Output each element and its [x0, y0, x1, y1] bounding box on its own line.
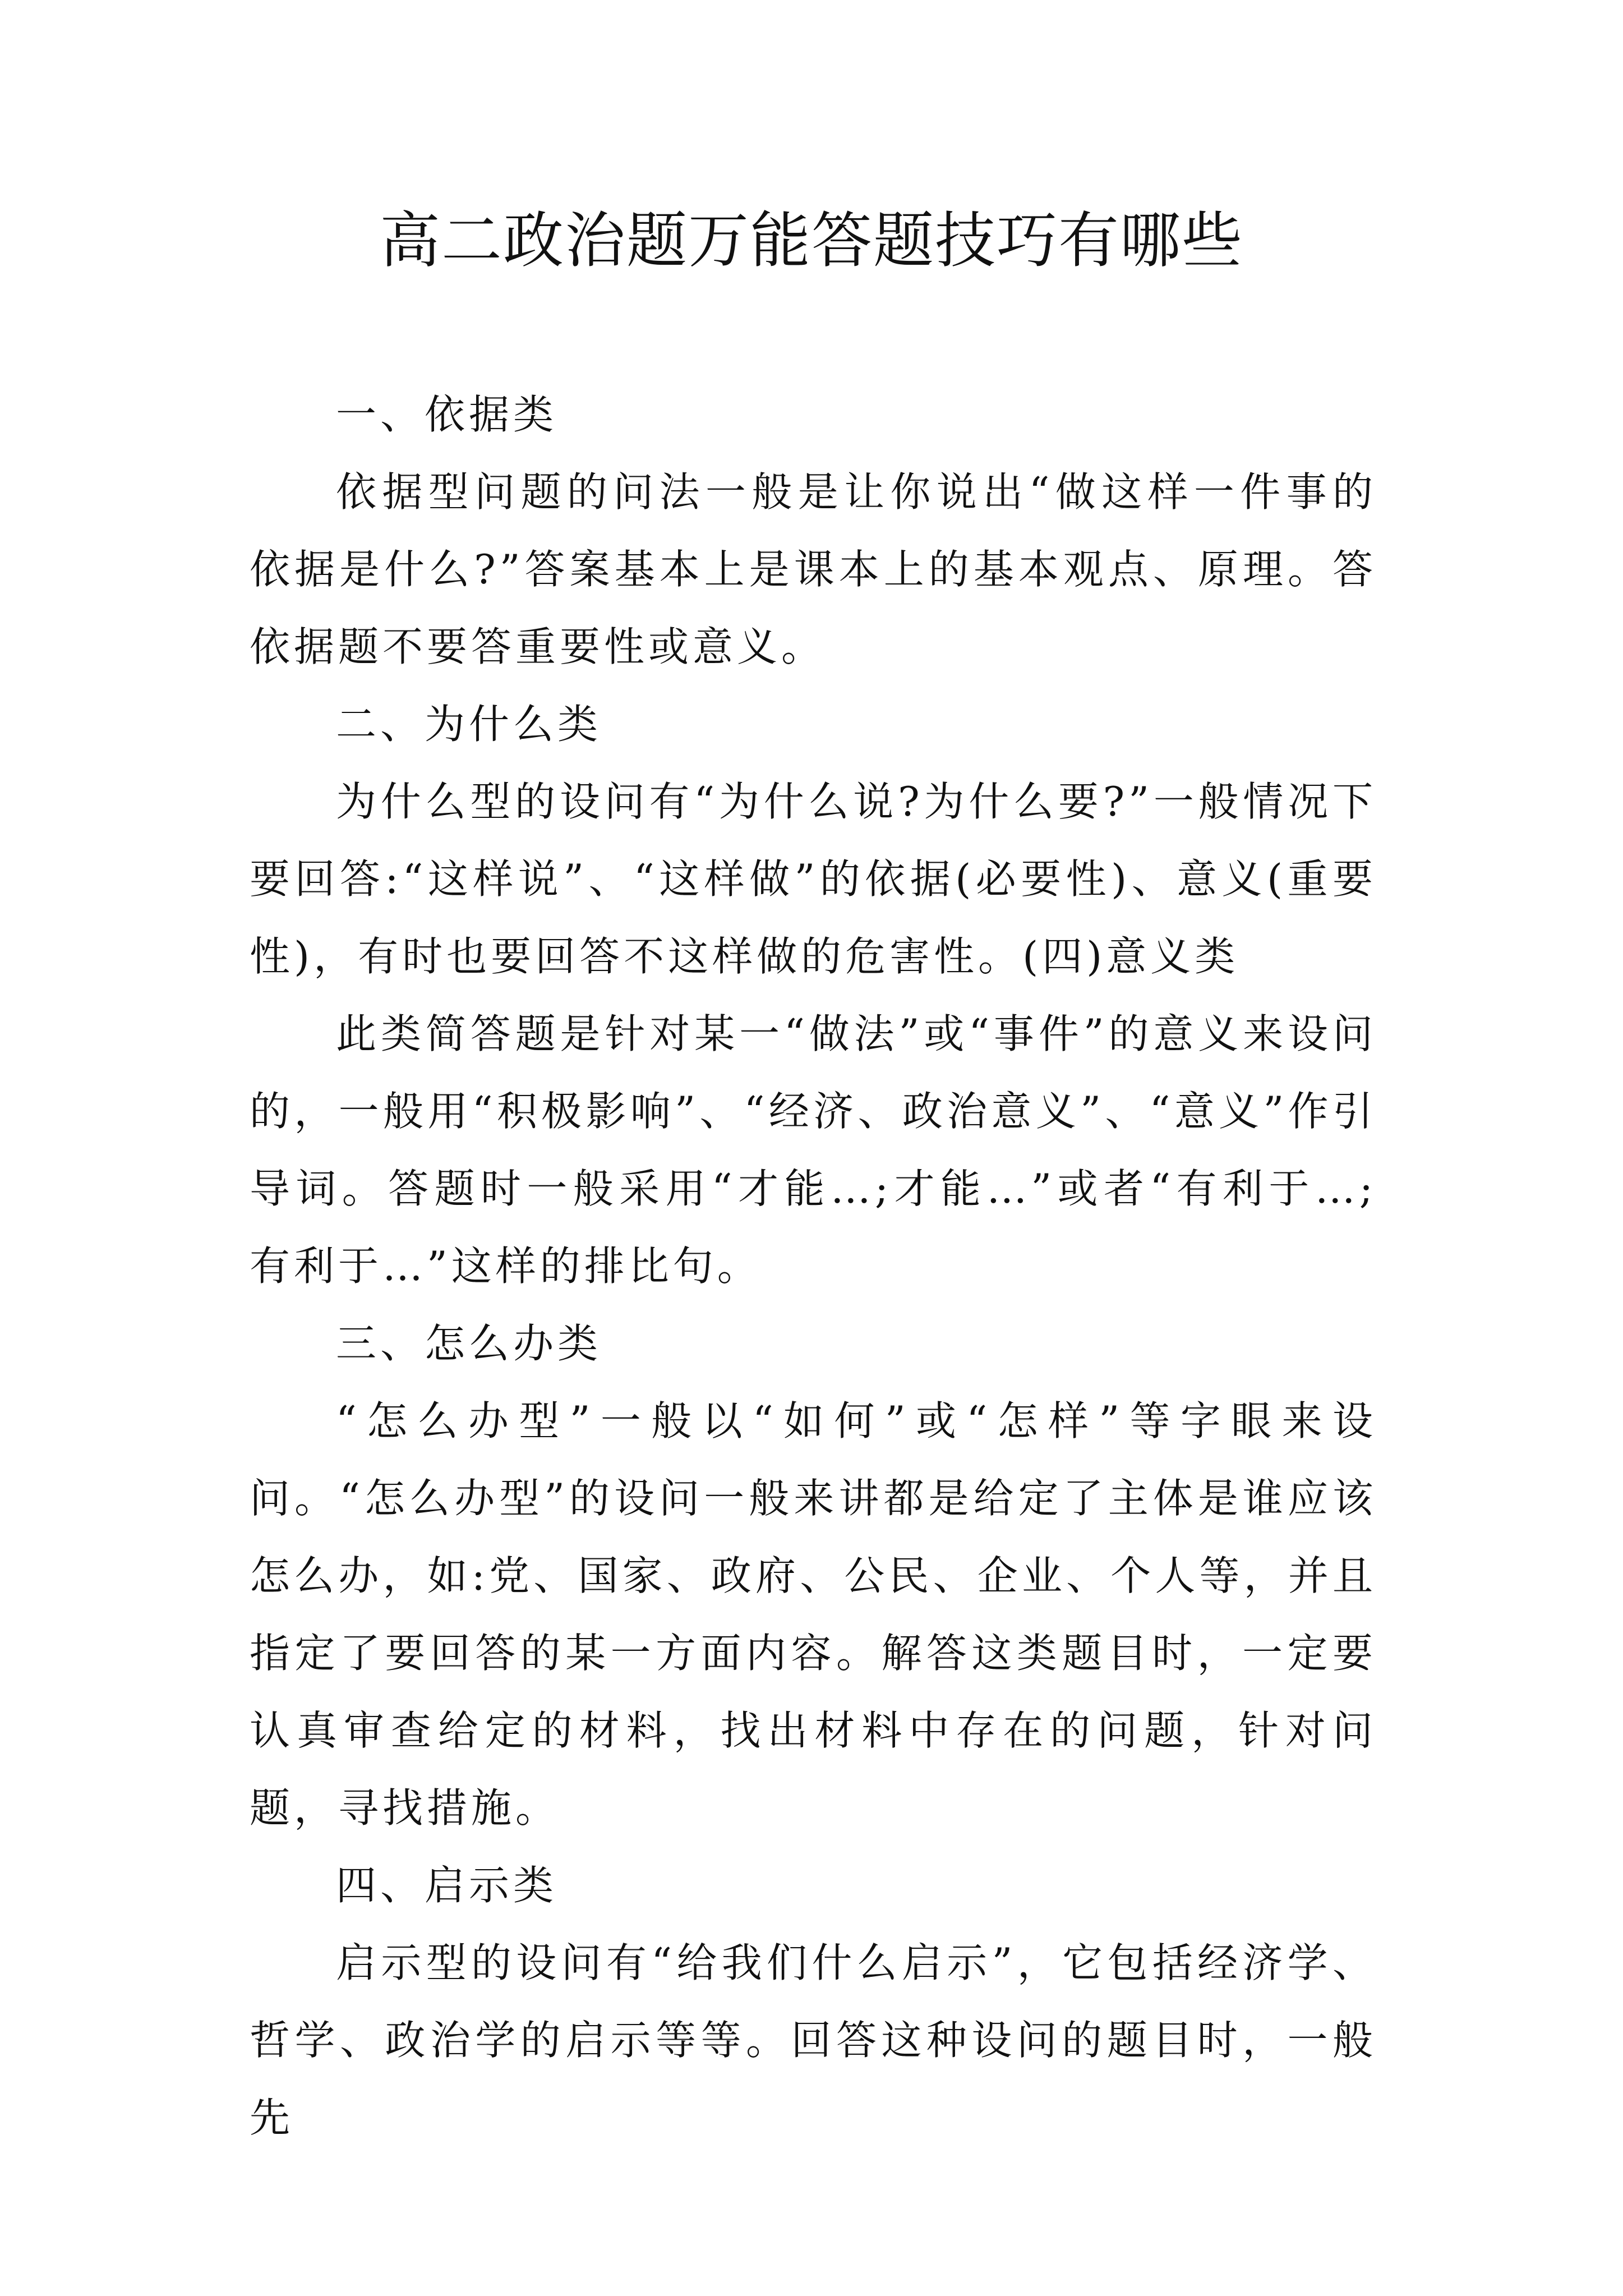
paragraph-inspiration: 启示型的设问有“给我们什么启示”，它包括经济学、哲学、政治学的启示等等。回答这种设问的题目时，一般先	[250, 1939, 1377, 2141]
section-heading-inspiration: 四、启示类	[336, 1862, 558, 1909]
paragraph-basis: 依据型问题的问法一般是让你说出“做这样一件事的依据是什么?”答案基本上是课本上的基本观点、原理。答依据题不要答重要性或意义。	[250, 468, 1377, 670]
paragraph-how: “怎么办型”一般以“如何”或“怎样”等字眼来设问。“怎么办型”的设问一般来讲都是给定了主体是谁应该怎么办，如:党、国家、政府、公民、企业、个人等，并且指定了要回答的某一方面内容。解答这类题目时，一定要认真审查给定的材料，找出材料中存在的问题，针对问题，寻找措施。	[250, 1397, 1377, 1832]
section-heading-basis: 一、依据类	[336, 391, 558, 438]
document-body	[250, 376, 1377, 2156]
section-heading-why: 二、为什么类	[336, 701, 602, 748]
paragraph-meaning: 此类简答题是针对某一“做法”或“事件”的意义来设问的，一般用“积极影响”、“经济、政治意义”、“意义”作引导词。答题时一般采用“才能…;才能…”或者“有利于…;有利于…”这样的排比句。	[250, 1010, 1377, 1290]
page-title: 高二政治题万能答题技巧有哪些	[379, 206, 1243, 276]
paragraph-why: 为什么型的设问有“为什么说?为什么要?”一般情况下要回答:“这样说”、“这样做”的依据(必要性)、意义(重要性)，有时也要回答不这样做的危害性。(四)意义类	[250, 778, 1377, 980]
section-heading-how: 三、怎么办类	[336, 1320, 602, 1367]
